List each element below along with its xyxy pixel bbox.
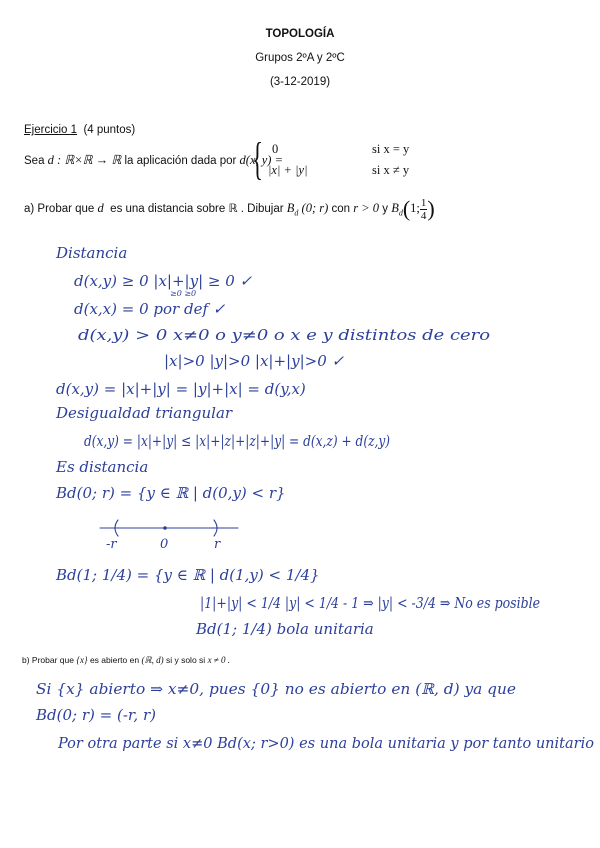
- handwritten-solution-a: [0, 230, 600, 650]
- ball2: $B_d$: [391, 201, 403, 218]
- axis-label-right: r: [214, 537, 221, 552]
- hw-ball-0-r: Bd(0; r) = {y ∈ ℝ | d(0,y) < r}: [56, 484, 286, 502]
- case1-value: 0: [272, 142, 279, 156]
- hw-line-positive: d(x,y) > 0 x≠0 o y≠0 o x e y distintos de cero: [78, 326, 490, 344]
- hw-b-line3: Por otra parte si x≠0 Bd(x; r>0) es una bola unitaria y por tanto unitario: [57, 734, 594, 752]
- hw-ball-1-quarter: Bd(1; 1/4) = {y ∈ ℝ | d(1,y) < 1/4}: [56, 566, 320, 584]
- case1-condition: si x = y: [372, 142, 410, 156]
- exam-groups: Grupos 2ºA y 2ºC: [255, 52, 345, 64]
- part-b-line: [22, 655, 230, 666]
- hw-b-line1: Si {x} abierto ⇒ x≠0, pues {0} no es abierto en (ℝ, d) ya que: [36, 680, 517, 698]
- hw-line-nonneg-notes: ≥0 ≥0: [170, 289, 197, 298]
- hw-es-distancia: Es distancia: [56, 458, 149, 476]
- part-a-prefix: a) Probar que: [24, 203, 95, 216]
- hw-line-triangle: d(x,y) = |x|+|y| ≤ |x|+|z|+|z|+|y| = d(x,z) + d(z,y): [84, 432, 391, 450]
- part-b-cond: x ≠ 0 .: [207, 655, 230, 665]
- case2-value: |x| + |y|: [268, 163, 308, 177]
- def-prefix: Sea: [24, 155, 45, 167]
- r-condition: r > 0: [353, 201, 380, 216]
- hw-line-positive-2: |x|>0 |y|>0 |x|+|y|>0 ✓: [164, 352, 345, 370]
- hw-line-nonneg: d(x,y) ≥ 0 |x|+|y| ≥ 0 ✓: [74, 272, 253, 290]
- def-lhs: d(x, y) =: [239, 153, 284, 167]
- exercise-points: (4 puntos): [83, 124, 136, 136]
- ball1: $B_d$ (0; r): [286, 201, 329, 218]
- case2-condition: si x ≠ y: [372, 163, 410, 177]
- con-text: con: [331, 203, 351, 216]
- exam-date: (3-12-2019): [269, 76, 331, 88]
- handwritten-solution-b: [0, 670, 600, 760]
- part-b-space: (ℝ, d): [141, 655, 164, 665]
- part-a-d: d: [97, 201, 104, 216]
- part-b-mid: es abierto en: [89, 655, 140, 665]
- piecewise-brace: {: [252, 133, 264, 184]
- part-a-text: es una distancia sobre ℝ . Dibujar: [110, 203, 284, 216]
- number-line-diagram: [100, 520, 238, 552]
- hw-line-self: d(x,x) = 0 por def ✓: [74, 300, 226, 318]
- exam-title: TOPOLOGÍA: [265, 28, 335, 40]
- definition-line: [24, 152, 283, 168]
- hw-b-line2: Bd(0; r) = (-r, r): [36, 706, 156, 724]
- hw-triangular: Desigualdad triangular: [56, 404, 233, 422]
- axis-label-mid: 0: [160, 537, 169, 552]
- def-text: la aplicación dada por: [124, 155, 237, 167]
- exercise-heading: [24, 124, 135, 136]
- one-quarter-fraction: $\frac{1}{4}$: [420, 196, 427, 222]
- axis-label-left: -r: [106, 537, 117, 552]
- part-b-tail: si y solo si: [165, 655, 206, 665]
- hw-unit-ball: Bd(1; 1/4) bola unitaria: [196, 620, 374, 638]
- hw-line-not-possible: |1|+|y| < 1/4 |y| < 1/4 - 1 ⇒ |y| < -3/4 ⇒ No es posible: [200, 594, 541, 612]
- exercise-label: Ejercicio 1: [24, 124, 78, 136]
- part-b-prefix: b) Probar que: [22, 655, 74, 665]
- hw-line-symmetry: d(x,y) = |x|+|y| = |y|+|x| = d(y,x): [56, 380, 306, 398]
- part-b-set: {x}: [76, 655, 88, 665]
- piecewise-cases: [262, 140, 432, 182]
- part-a-line: a) Probar que d es una distancia sobre ℝ . Dibujar $B_d$ (0; r) con r > 0 y $B_d(1$; $\frac{1}{4}$ ): [24, 196, 435, 222]
- def-function: d : ℝ×ℝ → ℝ: [47, 153, 122, 167]
- y-text: y: [382, 203, 388, 216]
- origin-point: [163, 526, 167, 530]
- hw-distancia: Distancia: [56, 244, 128, 262]
